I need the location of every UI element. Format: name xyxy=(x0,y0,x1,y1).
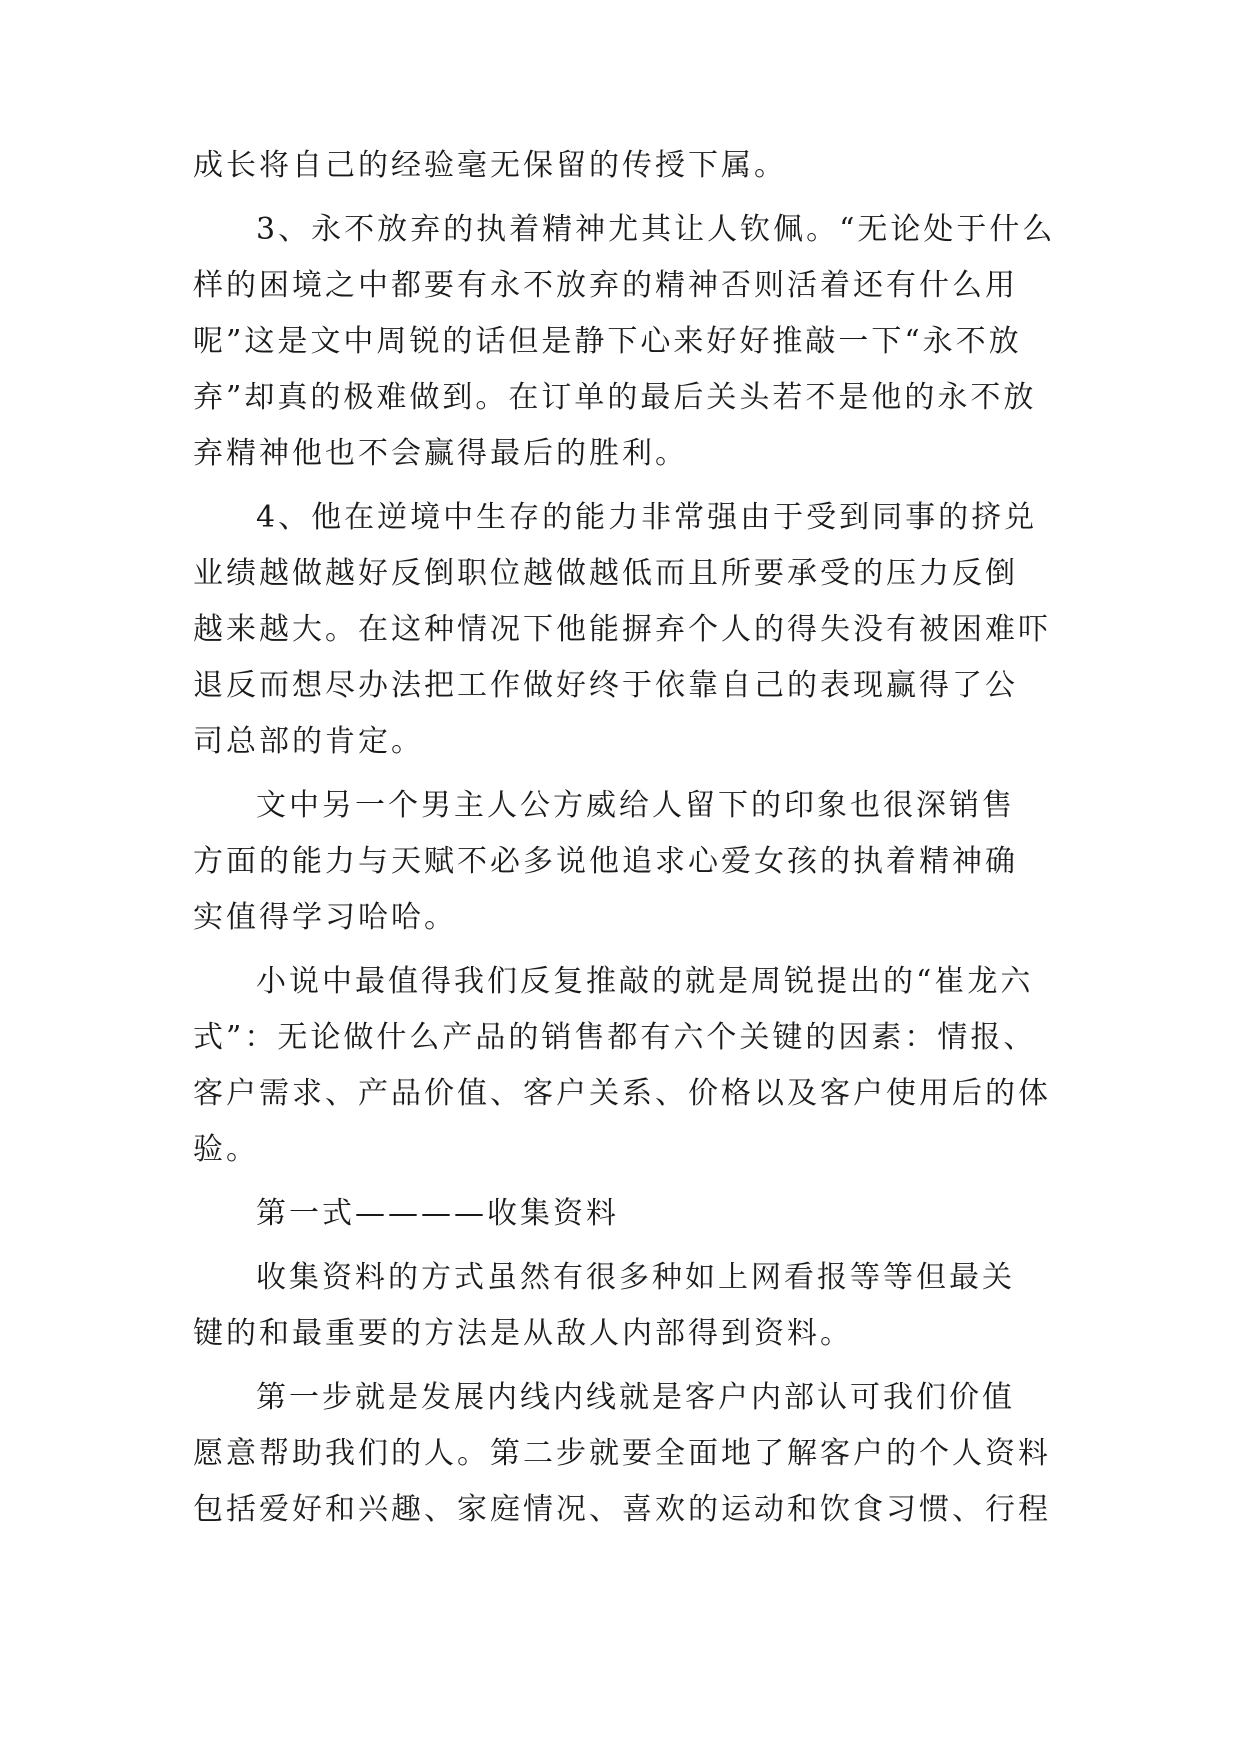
section-heading: 第一式————收集资料 xyxy=(256,1196,619,1231)
text-line: 弃精神他也不会赢得最后的胜利。 xyxy=(193,436,688,471)
text-line: 越来越大。在这种情况下他能摒弃个人的得失没有被困难吓 xyxy=(193,612,1051,647)
text-line: 方面的能力与天赋不必多说他追求心爱女孩的执着精神确 xyxy=(193,844,1018,879)
text-line: 验。 xyxy=(193,1132,259,1167)
text-line: 愿意帮助我们的人。第二步就要全面地了解客户的个人资料 xyxy=(193,1436,1051,1471)
text-line: 键的和最重要的方法是从敌人内部得到资料。 xyxy=(193,1316,853,1351)
text-line: 业绩越做越好反倒职位越做越低而且所要承受的压力反倒 xyxy=(193,556,1018,591)
text-line: 弃”却真的极难做到。在订单的最后关头若不是他的永不放 xyxy=(193,380,1037,415)
paragraph-start: 第一步就是发展内线内线就是客户内部认可我们价值 xyxy=(256,1380,1015,1415)
text-line: 式”：无论做什么产品的销售都有六个关键的因素：情报、 xyxy=(193,1020,1037,1055)
text-line: 退反而想尽办法把工作做好终于依靠自己的表现赢得了公 xyxy=(193,668,1018,703)
text-line: 司总部的肯定。 xyxy=(193,724,424,759)
text-line: 包括爱好和兴趣、家庭情况、喜欢的运动和饮食习惯、行程 xyxy=(193,1492,1051,1527)
paragraph-start: 4、他在逆境中生存的能力非常强由于受到同事的挤兑 xyxy=(256,500,1038,535)
paragraph-start: 文中另一个男主人公方威给人留下的印象也很深销售 xyxy=(256,788,1015,823)
paragraph-start: 3、永不放弃的执着精神尤其让人钦佩。“无论处于什么 xyxy=(256,212,1056,247)
text-line: 呢”这是文中周锐的话但是静下心来好好推敲一下“永不放 xyxy=(193,324,1022,359)
paragraph-start: 小说中最值得我们反复推敲的就是周锐提出的“崔龙六 xyxy=(256,964,1034,999)
text-line: 样的困境之中都要有永不放弃的精神否则活着还有什么用 xyxy=(193,268,1018,303)
text-line: 客户需求、产品价值、客户关系、价格以及客户使用后的体 xyxy=(193,1076,1051,1111)
text-line: 成长将自己的经验毫无保留的传授下属。 xyxy=(193,148,787,183)
text-line: 实值得学习哈哈。 xyxy=(193,900,457,935)
paragraph-start: 收集资料的方式虽然有很多种如上网看报等等但最关 xyxy=(256,1260,1015,1295)
